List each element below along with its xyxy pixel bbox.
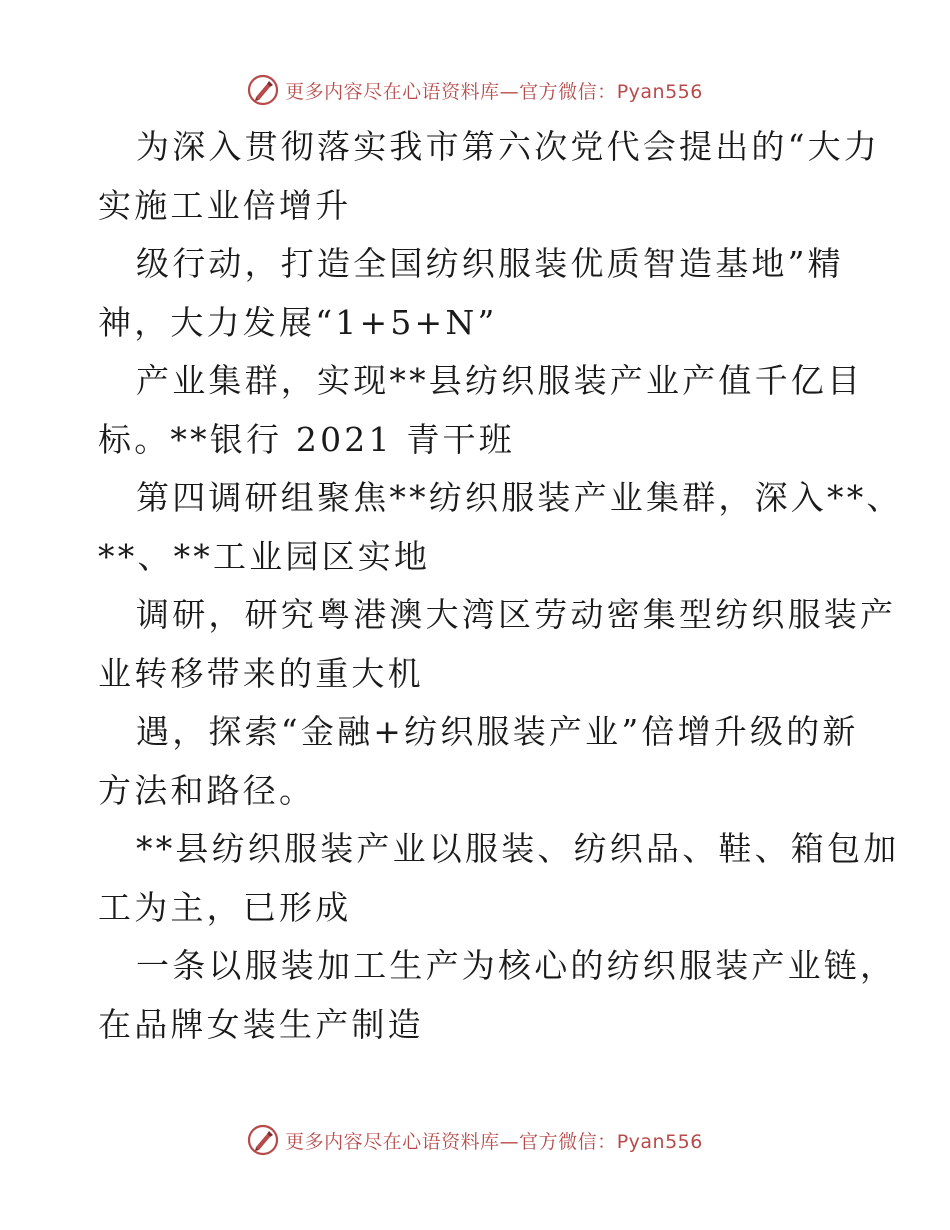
text-line: 一条以服装加工生产为核心的纺织服装产业链， <box>136 946 897 985</box>
text-line: **县纺织服装产业以服装、纺织品、鞋、箱包加 <box>136 829 900 868</box>
watermark-wechat-id: Pyan556 <box>616 1130 703 1153</box>
body-text <box>98 118 903 1054</box>
text-line: 为深入贯彻落实我市第六次党代会提出的“大力 <box>136 127 881 166</box>
watermark-wechat-label: 官方微信： <box>519 1130 617 1153</box>
text-line: 遇，探索“金融+纺织服装产业”倍增升级的新 <box>136 712 859 751</box>
watermark-site-name: 更多内容尽在心语资料库 <box>285 80 500 103</box>
text-line: 产业集群，实现**县纺织服装产业产值千亿目 <box>136 361 864 400</box>
text-line: 标。**银行 2021 青干班 <box>98 419 515 459</box>
text-line: 第四调研组聚焦**纺织服装产业集群，深入**、 <box>136 478 903 517</box>
text-line: 神，大力发展“1+5+N” <box>98 302 498 342</box>
header-watermark <box>0 73 950 107</box>
text-line: 级行动，打造全国纺织服装优质智造基地”精 <box>136 244 844 283</box>
text-line: 工为主，已形成 <box>98 887 352 927</box>
text-line: **、**工业园区实地 <box>98 536 431 576</box>
watermark-site-name: 更多内容尽在心语资料库 <box>285 1130 500 1153</box>
watermark-wechat-id: Pyan556 <box>616 80 703 103</box>
footer-watermark <box>0 1123 950 1157</box>
pen-logo-icon <box>247 1124 279 1156</box>
text-line: 方法和路径。 <box>98 770 316 810</box>
text-line: 在品牌女装生产制造 <box>98 1004 424 1044</box>
pen-logo-icon <box>247 74 279 106</box>
watermark-separator: — <box>499 1130 520 1153</box>
watermark-wechat-label: 官方微信： <box>519 80 617 103</box>
text-line: 调研，研究粤港澳大湾区劳动密集型纺织服装产 <box>136 595 897 634</box>
text-line: 实施工业倍增升 <box>98 185 352 225</box>
text-line: 业转移带来的重大机 <box>98 653 424 693</box>
watermark-separator: — <box>499 80 520 103</box>
